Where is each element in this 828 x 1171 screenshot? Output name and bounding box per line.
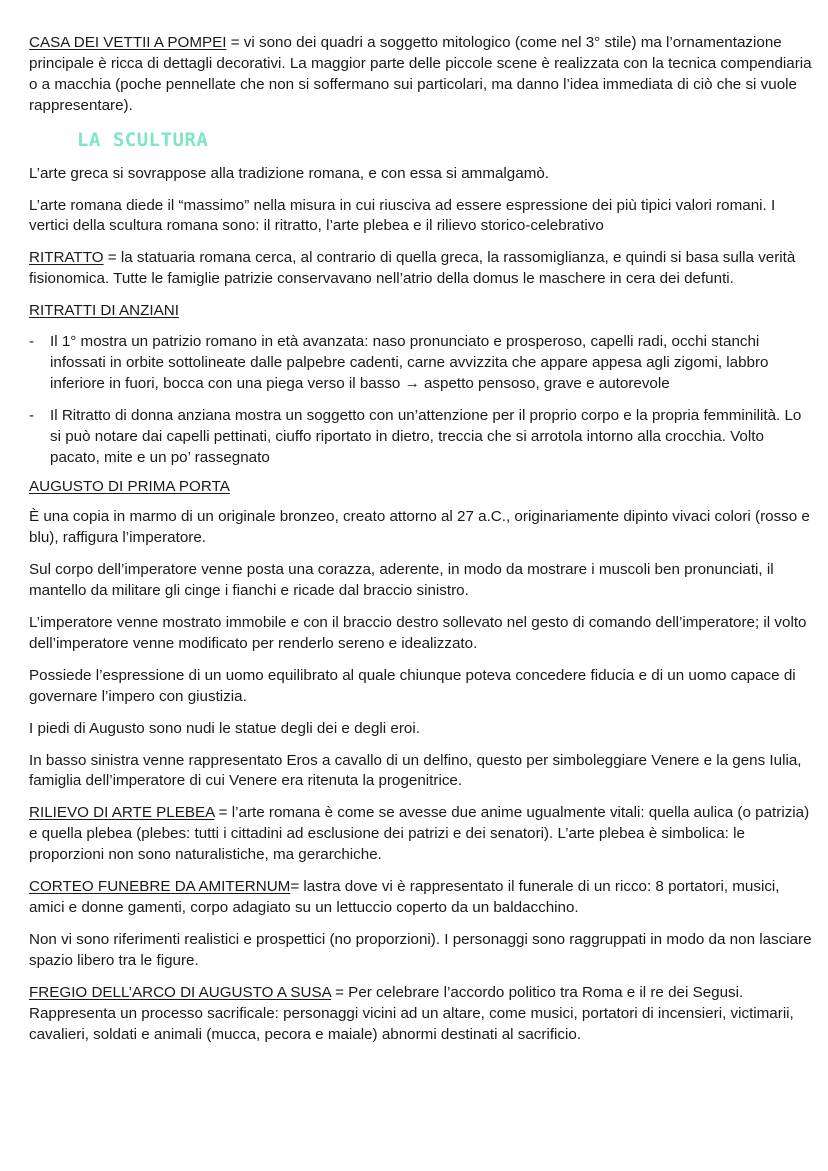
heading-susa: FREGIO DELL’ARCO DI AUGUSTO A SUSA: [29, 983, 331, 1001]
paragraph-susa-text: = Per celebrare l’accordo politico tra Roma e il re dei Segusi. Rappresenta un processo sacrificale: personaggi vicini ad un altare, come musici, portatori di incensieri, victimarii, cavalieri, soldati e animali (mucca, pecora e maiale) abnormi destinati al sacrificio.: [29, 983, 794, 1043]
paragraph-susa: [29, 983, 814, 1046]
paragraph-augusto: In basso sinistra venne rappresentato Eros a cavallo di un delfino, questo per simboleggiare Venere e la gens Iulia, famiglia dell’imperatore di cui Venere era ritenuta la progenitrice.: [29, 751, 802, 790]
paragraph-arte-romana: L’arte romana diede il “massimo” nella misura in cui riusciva ad essere espressione dei più tipici valori romani. I vertici della scultura romana sono: il ritratto, l’arte plebea e il rilievo storico-celebrativo: [29, 196, 776, 235]
paragraph-augusto: È una copia in marmo di un originale bronzeo, creato attorno al 27 a.C., originariamente dipinto vivaci colori (rosso e blu), raffigura l’imperatore.: [29, 508, 810, 547]
heading-augusto: [29, 477, 814, 498]
bullet-dash: -: [29, 333, 35, 351]
paragraph-augusto: L’imperatore venne mostrato immobile e con il braccio destro sollevato nel gesto di comando dell’imperatore; il volto dell’imperatore venne modificato per renderlo sereno e idealizzato.: [29, 614, 807, 652]
paragraph-corteo-2: Non vi sono riferimenti realistici e prospettici (no proporzioni). I personaggi sono raggruppati in modo da non lasciare spazio libero tra le figure.: [29, 930, 812, 969]
paragraph-casa-vettii-text: = vi sono dei quadri a soggetto mitologico (come nel 3° stile) ma l’ornamentazione principale è ricca di dettagli decorativi. La maggior parte delle piccole scene è realizzata con la tecnica compendiaria o a macchia (poche pennellate che non si soffermano sui particolari, ma danno l’idea immediata di ciò che si vuole rappresentare).: [29, 34, 812, 114]
heading-ritratto: RITRATTO: [29, 249, 104, 267]
list-item-text: Il Ritratto di donna anziana mostra un soggetto con un’attenzione per il proprio corpo e la propria femminilità. Lo si può notare dai capelli pettinati, ciuffo riportato in dietro, treccia che si arrotola intorno alla crocchia. Volto pacato, mite e un po’ rassegnato: [50, 406, 802, 466]
paragraph-corteo-text: = lastra dove vi è rappresentato il funerale di un ricco: 8 portatori, musici, amici e donne gamenti, corpo adagiato su un lettuccio coperto da un baldacchino.: [29, 878, 780, 916]
paragraph-ritratto: [29, 248, 814, 290]
paragraph-arte-greca: L’arte greca si sovrappose alla tradizione romana, e con essa si ammalgamò.: [29, 164, 550, 182]
heading-ritratti-anziani-text: RITRATTI DI ANZIANI: [29, 302, 179, 320]
paragraph-casa-vettii: [29, 33, 814, 117]
paragraph-augusto: Sul corpo dell’imperatore venne posta una corazza, aderente, in modo da mostrare i muscoli ben pronunciati, il mantello da militare gli cinge i fianchi e ricade dal braccio sinistro.: [29, 561, 774, 600]
heading-corteo: CORTEO FUNEBRE DA AMITERNUM: [29, 878, 291, 896]
list-item: [29, 332, 814, 395]
heading-augusto-text: AUGUSTO DI PRIMA PORTA: [29, 477, 230, 495]
paragraph-corteo: [29, 877, 814, 919]
bullet-dash: -: [29, 406, 35, 424]
heading-ritratti-anziani: [29, 301, 814, 322]
paragraph-augusto: Possiede l’espressione di un uomo equilibrato al quale chiunque poteva concedere fiducia e di un uomo capace di governare l’impero con giustizia.: [29, 666, 796, 705]
heading-arte-plebea: RILIEVO DI ARTE PLEBEA: [29, 804, 215, 822]
paragraph-ritratto-text: = la statuaria romana cerca, al contrario di quella greca, la rassomiglianza, e quindi si basa sulla verità fisionomica. Tutte le famiglie patrizie conservavano nell’atrio della domus le maschere in cera dei defunti.: [29, 249, 796, 288]
list-item-text: Il 1° mostra un patrizio romano in età avanzata: naso pronunciato e prosperoso, capelli radi, occhi stanchi infossati in orbite sottolineate dalle palpebre cadenti, carne avvizzita che appare appesa agli zigomi, labbro inferiore in fuori, bocca con una piega verso il basso → aspetto pensoso, grave e autorevole: [50, 333, 769, 392]
list-item: [29, 406, 814, 469]
paragraph-arte-plebea-text: = l’arte romana è come se avesse due anime ugualmente vitali: quella aulica (o patrizia) e quella plebea (plebes: tutti i cittadini ad esclusione dei patrizi e dei senatori). L’arte plebea è simbolica: le proporzioni non sono naturalistiche, ma gerarchiche.: [29, 804, 810, 864]
heading-casa-vettii: CASA DEI VETTII A POMPEI: [29, 34, 227, 51]
bullet-list-anziani: [29, 332, 814, 468]
paragraph-arte-plebea: [29, 803, 814, 866]
paragraph-augusto: I piedi di Augusto sono nudi le statue degli dei e degli eroi.: [29, 719, 420, 737]
section-title: LA SCULTURA: [77, 128, 209, 151]
